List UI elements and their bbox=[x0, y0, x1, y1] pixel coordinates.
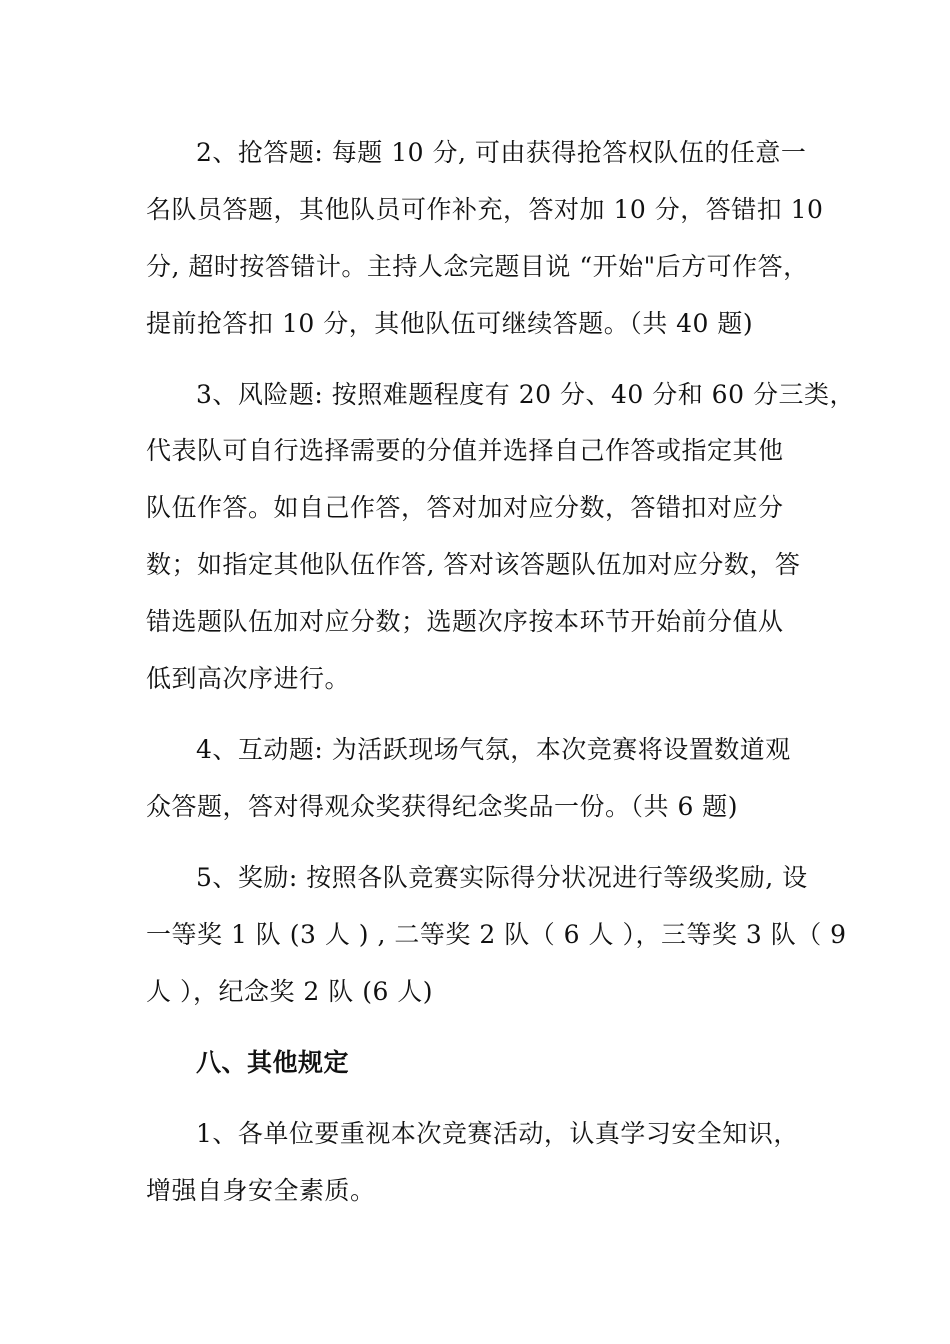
awards-line-2: 一等奖 1 队 (3 人 ) , 二等奖 2 队（ 6 人 ），三等奖 3 队（ 9 bbox=[146, 920, 847, 949]
risk-question-line-5: 错选题队伍加对应分数；选题次序按本环节开始前分值从 bbox=[146, 607, 784, 636]
risk-question-line-3: 队伍作答。如自己作答，答对加对应分数，答错扣对应分 bbox=[146, 493, 784, 522]
risk-question-line-2: 代表队可自行选择需要的分值并选择自己作答或指定其他 bbox=[146, 436, 784, 465]
section-heading-other-rules: 八、其他规定 bbox=[196, 1048, 350, 1077]
other-rule-1-line-1: 1、各单位要重视本次竞赛活动，认真学习安全知识， bbox=[196, 1119, 799, 1148]
rush-answer-line-2: 名队员答题，其他队员可作补充，答对加 10 分，答错扣 10 bbox=[146, 195, 824, 224]
rush-answer-line-3: 分, 超时按答错计。主持人念完题目说 “开始"后方可作答， bbox=[146, 252, 809, 281]
rush-answer-line-1: 2、抢答题: 每题 10 分, 可由获得抢答权队伍的任意一 bbox=[196, 138, 807, 167]
risk-question-line-1: 3、风险题: 按照难题程度有 20 分、40 分和 60 分三类， bbox=[196, 380, 855, 409]
risk-question-line-6: 低到高次序进行。 bbox=[146, 664, 351, 693]
other-rule-1-line-2: 增强自身安全素质。 bbox=[146, 1176, 376, 1205]
interactive-question-line-1: 4、互动题: 为活跃现场气氛，本次竞赛将设置数道观 bbox=[196, 735, 791, 764]
awards-line-1: 5、奖励: 按照各队竞赛实际得分状况进行等级奖励, 设 bbox=[196, 863, 808, 892]
risk-question-line-4: 数；如指定其他队伍作答, 答对该答题队伍加对应分数，答 bbox=[146, 550, 801, 579]
awards-line-3: 人 ），纪念奖 2 队 (6 人) bbox=[146, 977, 434, 1006]
interactive-question-line-2: 众答题，答对得观众奖获得纪念奖品一份。（共 6 题) bbox=[146, 792, 739, 821]
rush-answer-line-4: 提前抢答扣 10 分，其他队伍可继续答题。（共 40 题) bbox=[146, 309, 754, 338]
